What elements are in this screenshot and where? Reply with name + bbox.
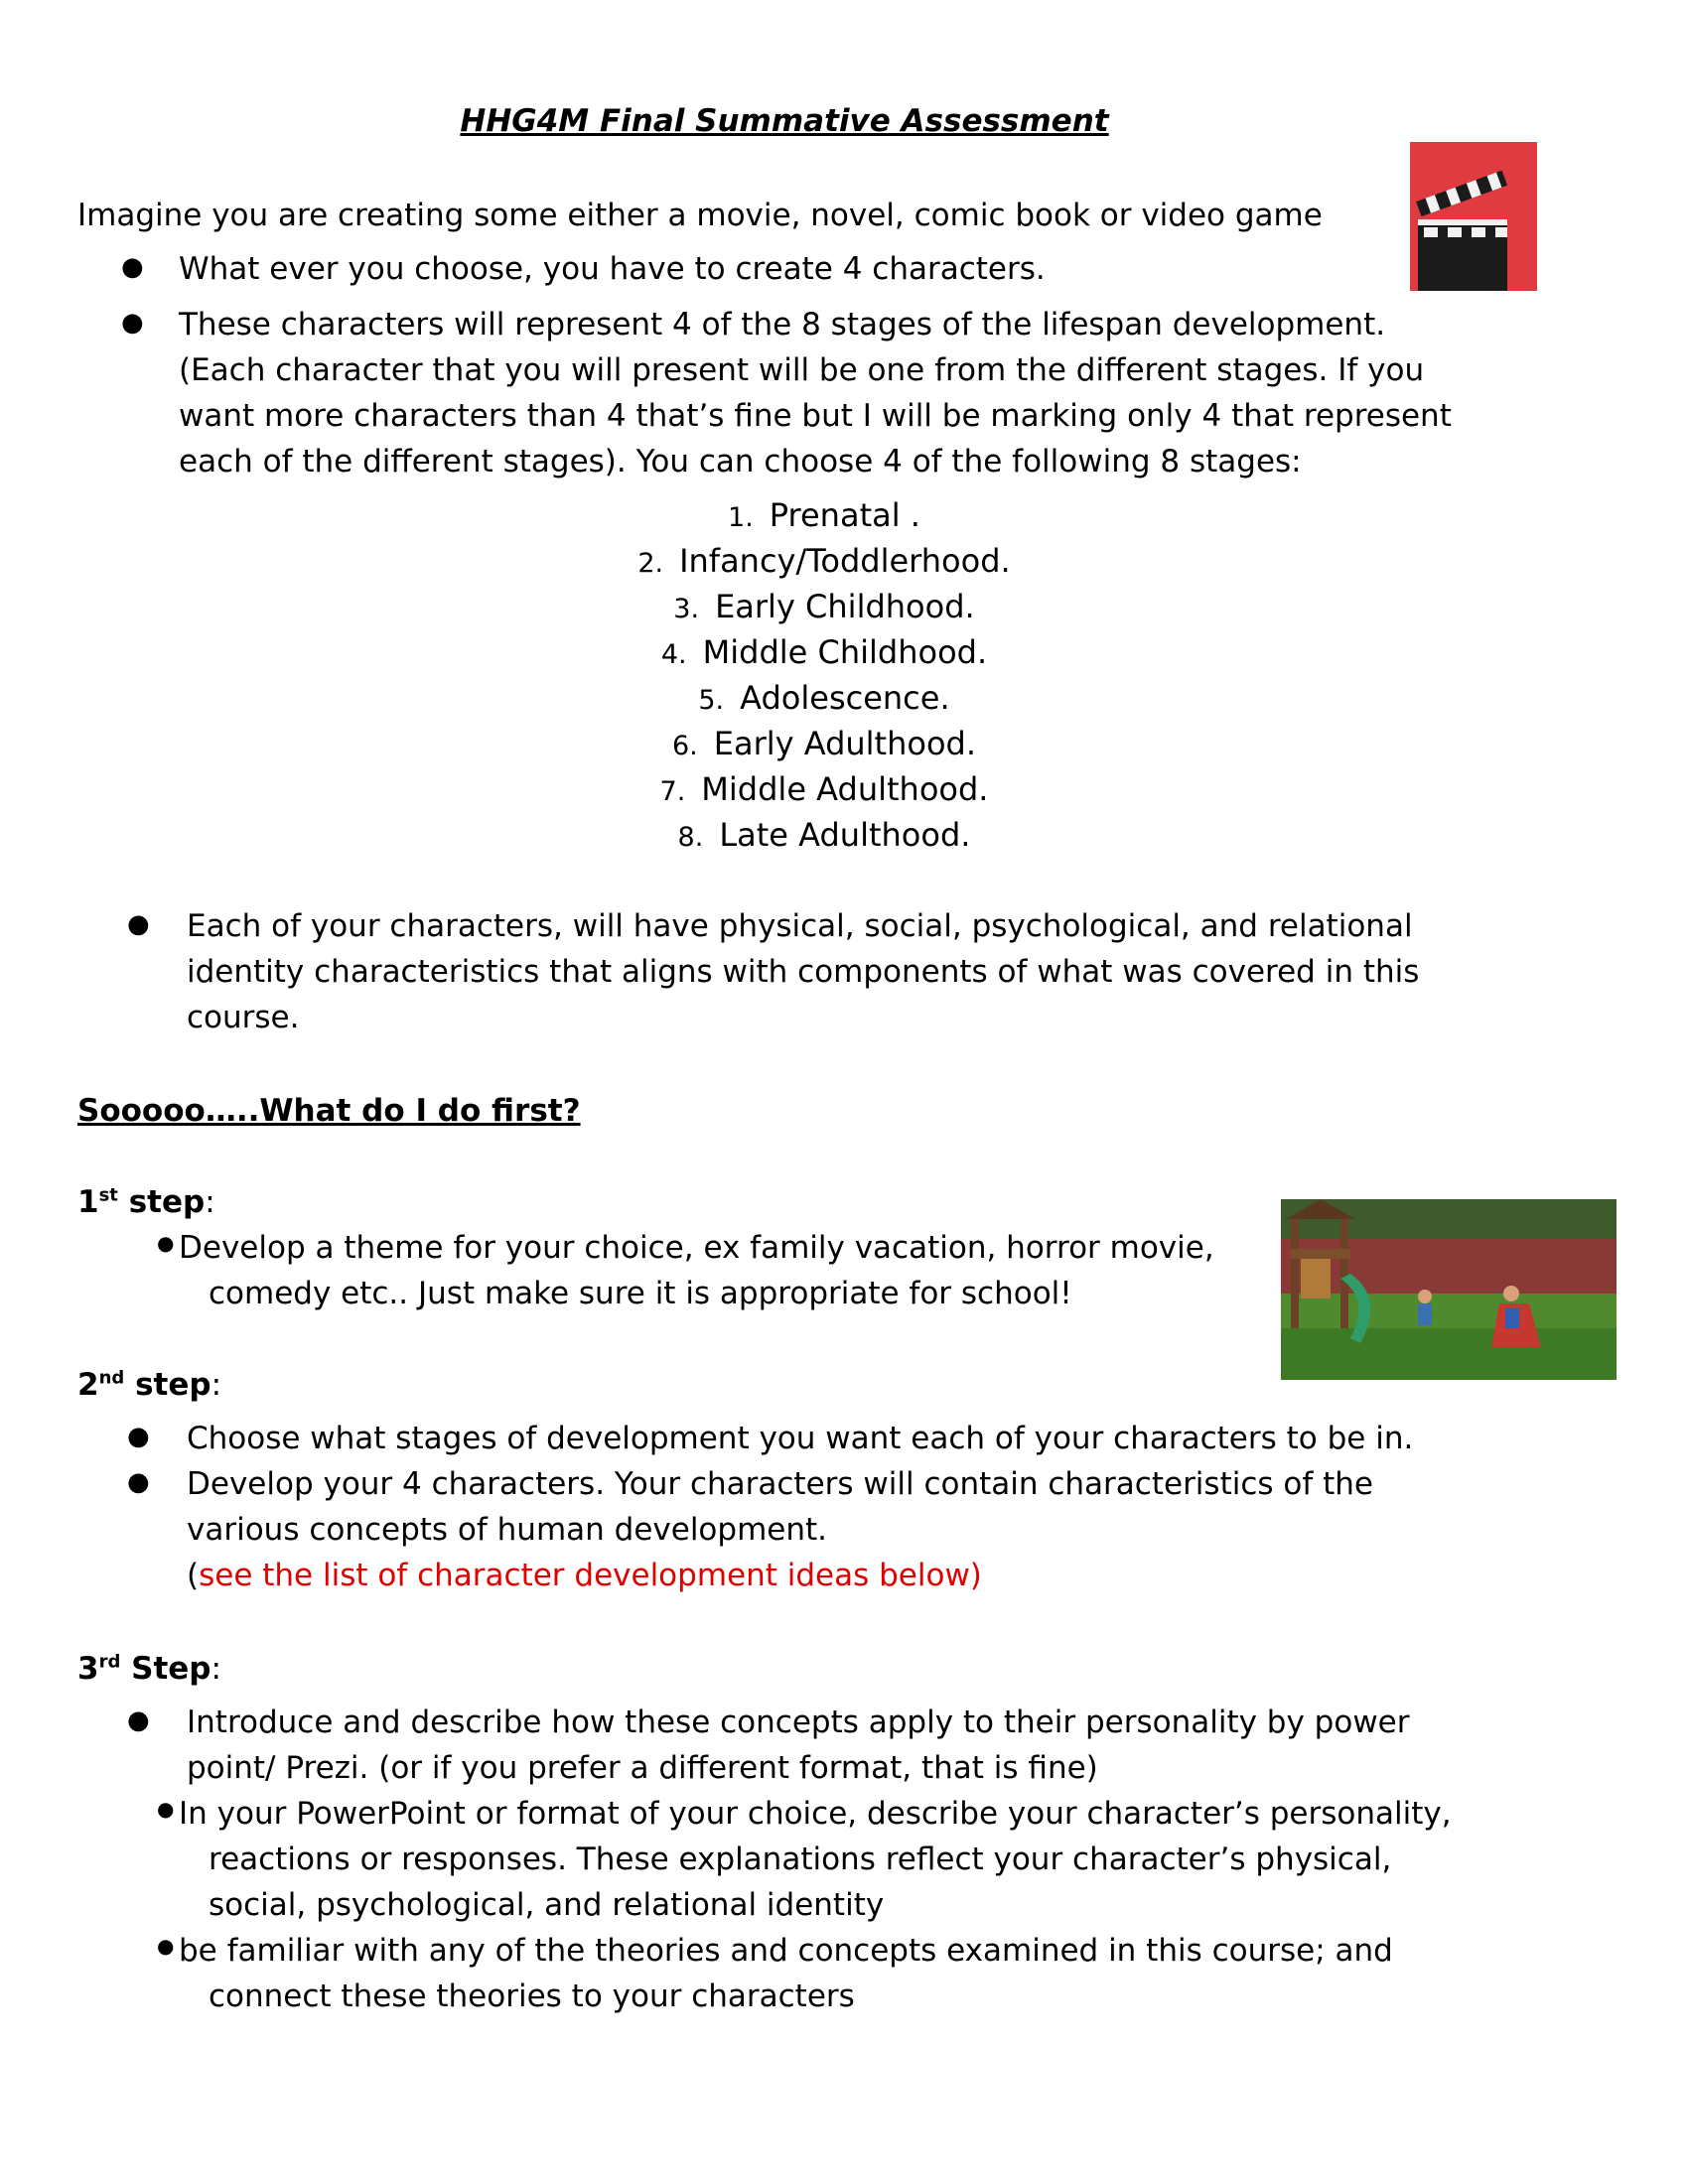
what-first-heading: Sooooo…..What do I do first? <box>77 1093 581 1129</box>
bullet-icon: ● <box>127 1706 150 1735</box>
step3-bullet-1-line-2: point/ Prezi. (or if you prefer a different format, that is fine) <box>187 1750 1098 1786</box>
step3-bullet-2-line-2: reactions or responses. These explanations reflect your character’s physical, <box>209 1842 1392 1877</box>
step2-bullet-1: Choose what stages of development you want each of your characters to be in. <box>187 1421 1414 1456</box>
intro-bullet-2: These characters will represent 4 of the 8 stages of the lifespan development. <box>179 307 1386 342</box>
intro-bullet-2-line-3: want more characters than 4 that’s fine but I will be marking only 4 that represent <box>179 398 1452 434</box>
stage-label: Late Adulthood. <box>719 816 971 854</box>
characters-bullet-line-3: course. <box>187 1000 300 1035</box>
intro-bullet-1: What ever you choose, you have to create 4 characters. <box>179 251 1046 287</box>
stage-number: 5. <box>698 685 725 716</box>
stage-item <box>0 492 1648 541</box>
bullet-icon: ● <box>127 1422 150 1451</box>
stage-label: Prenatal . <box>769 496 920 534</box>
bullet-icon: ● <box>157 1797 175 1821</box>
bullet-icon: ● <box>121 308 144 338</box>
bullet-icon: ● <box>157 1934 175 1958</box>
character-ideas-link-text: see the list of character development ideas below) <box>199 1558 982 1593</box>
stage-number: 3. <box>673 594 700 624</box>
stage-item <box>0 629 1648 678</box>
step3-bullet-2-line-3: social, psychological, and relational identity <box>209 1887 885 1923</box>
step3-heading: 3rd Step: <box>77 1651 221 1687</box>
playground-image <box>1281 1199 1617 1380</box>
step3-bullet-3: be familiar with any of the theories and concepts examined in this course; and <box>179 1933 1393 1969</box>
step3-bullet-2: In your PowerPoint or format of your choice, describe your character’s personality, <box>179 1796 1452 1832</box>
bullet-icon: ● <box>127 909 150 939</box>
stage-label: Early Childhood. <box>715 588 975 625</box>
stage-label: Middle Adulthood. <box>701 770 989 808</box>
stage-item <box>0 584 1648 632</box>
step1-text-line-2: comedy etc.. Just make sure it is appropriate for school! <box>209 1276 1072 1311</box>
stage-label: Adolescence. <box>740 679 950 717</box>
stage-item <box>0 538 1648 587</box>
stage-number: 7. <box>659 776 686 807</box>
step3-bullet-3-line-2: connect these theories to your characters <box>209 1979 855 2014</box>
playground-photo-icon <box>1281 1199 1617 1380</box>
step1-text: Develop a theme for your choice, ex family vacation, horror movie, <box>179 1230 1214 1266</box>
stage-number: 2. <box>637 548 664 579</box>
clapperboard-image <box>1410 142 1537 291</box>
stage-item <box>0 721 1648 769</box>
step2-bullet-2: Develop your 4 characters. Your characters will contain characteristics of the <box>187 1466 1373 1502</box>
stage-item <box>0 812 1648 861</box>
characters-bullet-line-2: identity characteristics that aligns with components of what was covered in this <box>187 954 1420 990</box>
characters-bullet: Each of your characters, will have physical, social, psychological, and relational <box>187 908 1413 944</box>
stage-number: 1. <box>728 502 754 533</box>
clapperboard-icon <box>1410 142 1537 291</box>
bullet-icon: ● <box>121 252 144 282</box>
intro-bullet-2-line-2: (Each character that you will present will be one from the different stages. If you <box>179 352 1425 388</box>
stage-label: Infancy/Toddlerhood. <box>679 542 1011 580</box>
intro-bullet-2-line-4: each of the different stages). You can choose 4 of the following 8 stages: <box>179 444 1302 479</box>
step1-heading: 1st step: <box>77 1184 215 1220</box>
step3-bullet-1: Introduce and describe how these concepts apply to their personality by power <box>187 1705 1410 1740</box>
bullet-icon: ● <box>127 1467 150 1497</box>
stage-item <box>0 766 1648 815</box>
step2-heading: 2nd step: <box>77 1367 222 1403</box>
stage-label: Early Adulthood. <box>713 725 977 762</box>
intro-text: Imagine you are creating some either a movie, novel, comic book or video game <box>77 198 1323 233</box>
stage-number: 4. <box>660 639 687 670</box>
stage-number: 8. <box>677 822 704 853</box>
stage-item <box>0 675 1648 724</box>
step2-note: (see the list of character development ideas below) <box>187 1558 982 1593</box>
page-title: HHG4M Final Summative Assessment <box>460 103 1109 139</box>
step2-bullet-2-line-2: various concepts of human development. <box>187 1512 828 1548</box>
stage-label: Middle Childhood. <box>702 633 988 671</box>
bullet-icon: ● <box>157 1231 175 1255</box>
stage-number: 6. <box>671 731 698 761</box>
